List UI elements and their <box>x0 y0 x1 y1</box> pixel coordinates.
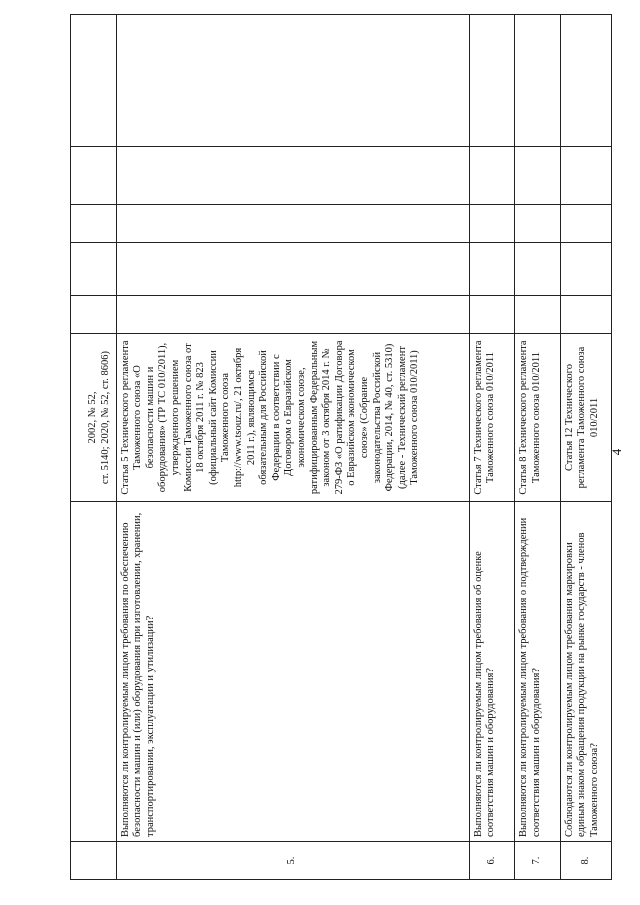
row-cell-empty <box>560 15 611 147</box>
row-cell-empty <box>515 296 561 334</box>
row-number: 6. <box>469 842 515 880</box>
row-reference: Статья 12 Технического регламента Таможенного союза 010/2011 <box>560 334 611 502</box>
row-cell-empty <box>116 243 469 296</box>
row-question: Выполняются ли контролируемым лицом требования по обеспечению безопасности машин и (или) оборудования при изготовлении, хранении, транспортировании, эксплуатации и утилизации? <box>116 502 469 842</box>
table-row <box>469 15 515 880</box>
row-cell-empty <box>469 296 515 334</box>
cell-na <box>71 205 117 243</box>
row-cell-empty <box>469 147 515 205</box>
row-cell-empty <box>560 205 611 243</box>
table-row <box>515 15 561 880</box>
page-number: 4 <box>609 448 624 456</box>
row-cell-empty <box>515 243 561 296</box>
cell-yes <box>71 296 117 334</box>
row-cell-empty <box>469 205 515 243</box>
table-row-header <box>71 15 117 880</box>
row-number: 8. <box>560 842 611 880</box>
table-row <box>116 15 469 880</box>
row-cell-empty <box>560 243 611 296</box>
table-row <box>560 15 611 880</box>
checklist-table <box>70 14 612 880</box>
row-cell-empty <box>116 15 469 147</box>
row-cell-empty <box>116 296 469 334</box>
checklist-table-container <box>70 15 612 880</box>
row-cell-empty <box>469 243 515 296</box>
row-question: Выполняются ли контролируемым лицом требования об оценке соответствия машин и оборудования? <box>469 502 515 842</box>
cell-note <box>71 147 117 205</box>
row-cell-empty <box>515 147 561 205</box>
row-number: 7. <box>515 842 561 880</box>
row-question: Выполняются ли контролируемым лицом требования о подтверждении соответствия машин и оборудования? <box>515 502 561 842</box>
row-cell-empty <box>560 296 611 334</box>
row-question: Соблюдаются ли контролируемым лицом требования маркировки единым знаком обращения продукции на рынке государств - членов Таможенного союза? <box>560 502 611 842</box>
row-cell-empty <box>469 15 515 147</box>
row-cell-empty <box>515 15 561 147</box>
row-cell-empty <box>116 147 469 205</box>
row-reference: Статья 5 Технического регламента Таможенного союза «О безопасности машин и оборудования» (ТР ТС 010/2011), утвержденного решением Комиссии Таможенного союза от 18 октября 2011 г. № 823 (официальный сайт Комиссии Таможенного союза http://www.tsouz.ru/, 21 октября 2011 г.), являющимся обязательным для Российской Федерации в соответствии с Договором о Евразийском экономическом союзе, ратифицированным Федеральным законом от 3 октября 2014 г. № 279-ФЗ «О ратификации Договора о Евразийском экономическом союзе» (Собрание законодательства Российской Федерации, 2014, № 40, ст. 5310) (далее - Технический регламент Таможенного союза 010/2011) <box>116 334 469 502</box>
row-number: 5. <box>116 842 469 880</box>
cell-no <box>71 243 117 296</box>
row-cell-empty <box>116 205 469 243</box>
row-reference: Статья 8 Технического регламента Таможенного союза 010/2011 <box>515 334 561 502</box>
cell-reference: 2002, № 52, ст. 5140; 2020, № 52, ст. 8606) <box>71 334 117 502</box>
cell-comment <box>71 15 117 147</box>
cell-question <box>71 502 117 842</box>
cell-num <box>71 842 117 880</box>
row-cell-empty <box>515 205 561 243</box>
row-reference: Статья 7 Технического регламента Таможенного союза 010/2011 <box>469 334 515 502</box>
row-cell-empty <box>560 147 611 205</box>
